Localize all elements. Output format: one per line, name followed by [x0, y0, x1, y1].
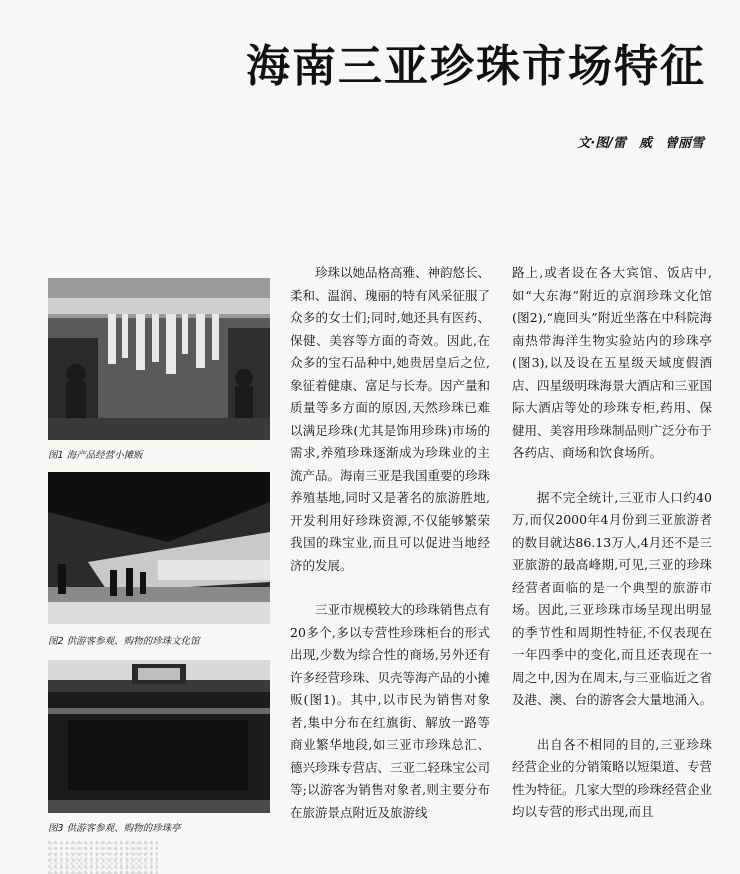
paragraph: 出自各不相同的目的,三亚珍珠经营企业的分销策略以短渠道、专营性为特征。几家大型的珍珠经营企业均以专营的形式出现,而且	[512, 736, 713, 819]
body-column-2	[512, 262, 712, 824]
figure-3-photo	[48, 660, 270, 813]
figure-2-photo	[48, 472, 270, 624]
figure-1-photo	[48, 278, 270, 440]
paragraph: 三亚市规模较大的珍珠销售点有20多个,多以专营性珍珠柜台的形式出现,少数为综合性的商场,另外还有许多经营珍珠、贝壳等海产品的小摊贩(图1)。其中,以市民为销售对象者,集中分布在红旗街、解放一路等商业繁华地段,如三亚市珍珠总汇、德兴珍珠专营店、三亚二轻珠宝公司等;以游客为销售对象者,则主要分布在旅游景点附近及旅游线	[290, 602, 491, 820]
photo-pearl-museum-icon	[48, 472, 270, 624]
figure-1-caption: 图1 海产品经营小摊贩	[48, 450, 143, 461]
page-texture	[48, 840, 158, 874]
body-column-1	[290, 262, 490, 824]
figure-2-caption: 图2 供游客参观、购物的珍珠文化馆	[48, 636, 200, 647]
photo-street-stall-icon	[48, 278, 270, 440]
article-byline: 文·图/雷 威 曾丽雪	[577, 136, 704, 151]
paragraph: 据不完全统计,三亚市人口约40万,而仅2000年4月份到三亚旅游者的数目就达86.13万人,4月还不是三亚旅游的最高峰期,可见,三亚的珍珠经营者面临的是一个典型的旅游市场。因此,三亚珍珠市场呈现出明显的季节性和周期性特征,不仅表现在一年四季中的变化,而且还表现在一周之中,因为在周末,与三亚临近之省及港、澳、台的游客会大量地涌入。	[512, 489, 713, 707]
photo-pearl-pavilion-icon	[48, 660, 270, 813]
figure-3-caption: 图3 供游客参观、购物的珍珠亭	[48, 823, 181, 834]
article-title: 海南三亚珍珠市场特征	[246, 41, 706, 92]
paragraph: 珍珠以她品格高雅、神韵悠长、柔和、温润、瑰丽的特有风采征服了众多的女士们;同时,她还具有医药、保健、美容等方面的奇效。因此,在众多的宝石品种中,她贵居皇后之位,象征着健康、富足与长寿。因产量和质量等多方面的原因,天然珍珠已难以满足珍珠(尤其是饰用珍珠)市场的需求,养殖珍珠逐渐成为珍珠业的主流产品。海南三亚是我国重要的珍珠养殖基地,同时又是著名的旅游胜地,开发利用好珍珠资源,不仅能够繁荣我国的珠宝业,而且可以促进当地经济的发展。	[290, 265, 491, 573]
paragraph: 路上,或者设在各大宾馆、饭店中,如“大东海”附近的京润珍珠文化馆(图2),“鹿回头”附近坐落在中科院海南热带海洋生物实验站内的珍珠亭(图3),以及设在五星级天域度假酒店、四星级明珠海景大酒店和三亚国际大酒店等处的珍珠专柜,药用、保健用、美容用珍珠制品则广泛分布于各药店、商场和饮食场所。	[512, 265, 713, 460]
